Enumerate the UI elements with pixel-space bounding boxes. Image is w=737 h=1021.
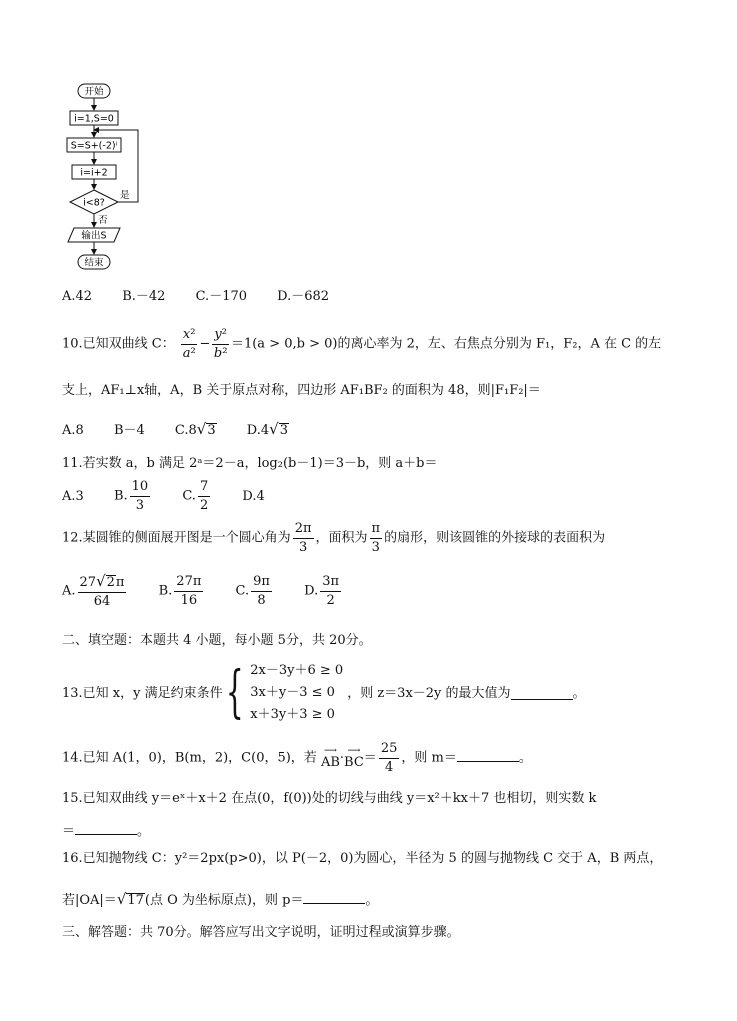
q12-angle-frac: $\frac{2\pi}{3}$	[294, 521, 312, 555]
flowchart	[60, 80, 150, 275]
q9-option-d: D.－682	[277, 289, 330, 304]
q10-option-c: C.8√3	[174, 420, 216, 438]
q16-line1: 16.已知抛物线 C：y²＝2px(p>0)，以 P(－2，0)为圆心，半径为 5 的圆与抛物线 C 交于 A，B 两点，	[62, 851, 663, 866]
q13-constraint-2: 3x＋y－3 ≤ 0	[250, 685, 335, 700]
q10-frac-x: $\frac{\text{x²}}{\text{a²}}$	[182, 327, 196, 361]
q12-option-a: A. $\frac{27√2\pi}{64}$	[62, 572, 125, 609]
flowchart-output-text: 输出S	[81, 230, 107, 242]
q10-option-d: D.4√3	[246, 420, 288, 438]
flowchart-start-text: 开始	[84, 86, 104, 98]
q16-line2: 若|OA|＝√17(点 O 为坐标原点)，则 p＝ 。	[62, 890, 379, 908]
flowchart-no-label: 否	[98, 215, 108, 226]
q10-line1: 10.已知双曲线 C： $\frac{\text{x²}}{\text{a²}}$ − $\frac{\text{y²}}{\text{b²}}$ ＝1(a > 0,b > 0)的离心率为 2，左、右焦点分别为 F₁，F₂，A 在 C 的左	[62, 327, 662, 361]
q13-text: 13.已知 x，y 满足约束条件 { 2x－3y＋6 ≥ 0 3x＋y－3 ≤ 0 x＋3y＋3 ≥ 0 ，则 z＝3x－2y 的最大值为 。	[62, 660, 586, 725]
q9-option-b: B.－42	[122, 289, 166, 304]
q15-line1: 15.已知双曲线 y＝eˣ＋x＋2 在点(0，f(0))处的切线与曲线 y＝x²＋kx＋7 也相切，则实数 k	[62, 791, 597, 806]
q11-option-d: D.4	[242, 488, 265, 504]
section3-heading: 三、解答题：共 70分。解答应写出文字说明，证明过程或演算步骤。	[62, 925, 460, 940]
q10-prefix: 10.已知双曲线 C：	[62, 336, 175, 352]
q14-vector-bc: BC	[344, 755, 364, 771]
q10-option-a: A.8	[62, 423, 84, 438]
q13-answer-blank	[511, 687, 573, 700]
q11-options	[62, 480, 291, 512]
q12-text: 12.某圆锥的侧面展开图是一个圆心角为 $\frac{2\pi}{3}$ ，面积为 $\frac{\pi}{3}$ 的扇形，则该圆锥的外接球的表面积为	[62, 521, 606, 555]
q10-frac-y: $\frac{\text{y²}}{\text{b²}}$	[213, 327, 228, 361]
q13-constraint-3: x＋3y＋3 ≥ 0	[250, 707, 335, 722]
section2-heading: 二、填空题：本题共 4 小题，每小题 5分，共 20分。	[62, 633, 372, 648]
q14-text: 14.已知 A(1，0)，B(m，2)，C(0，5)，若 ⟶ AB· ⟶ BC＝ $\frac{25}{4}$ ，则 m＝ 。	[62, 741, 532, 775]
q14-vector-ab: AB	[320, 755, 340, 771]
q15-answer-blank	[75, 822, 137, 835]
q10-options	[62, 422, 315, 437]
q13-constraint-1: 2x－3y＋6 ≥ 0	[250, 663, 344, 678]
q12-area-frac: $\frac{\pi}{3}$	[371, 521, 381, 555]
q15-line2: ＝ 。	[62, 824, 151, 839]
q11-option-a: A.3	[62, 488, 84, 504]
q16-answer-blank	[303, 891, 365, 904]
q12-option-c: C. $\frac{9\pi}{8}$	[235, 574, 270, 608]
flowchart-assign-text: S=S+(-2)ⁱ	[70, 140, 118, 152]
q11-option-b: B. $\frac{10}{3}$	[113, 479, 149, 513]
q12-option-d: D. $\frac{3\pi}{2}$	[304, 574, 340, 608]
q10-condition: (a > 0,b > 0)的离心率为 2，左、右焦点分别为 F₁，F₂，A 在 C 的左	[252, 336, 662, 352]
q12-options	[62, 574, 369, 608]
flowchart-end-text: 结束	[84, 257, 104, 269]
q9-option-c: C.－170	[195, 289, 248, 304]
q12-option-b: B. $\frac{27\pi}{16}$	[158, 574, 202, 608]
q9-option-a: A.42	[62, 289, 93, 304]
q11-text: 11.若实数 a，b 满足 2ᵃ＝2－a，log₂(b－1)＝3－b，则 a＋b＝	[62, 456, 438, 471]
flowchart-increment-text: i=i+2	[80, 167, 108, 179]
q10-line2: 支上，AF₁⊥x轴，A，B 关于原点对称，四边形 AF₁BF₂ 的面积为 48，则|F₁F₂|＝	[62, 383, 541, 398]
q10-option-b: B－4	[113, 423, 145, 438]
flowchart-condition-text: i<8?	[83, 197, 105, 209]
flowchart-init-text: i=1,S=0	[74, 113, 114, 125]
q9-options	[62, 290, 355, 303]
flowchart-yes-label: 是	[120, 190, 130, 201]
q11-option-c: C. $\frac{7}{2}$	[182, 479, 209, 513]
q14-answer-blank	[457, 749, 519, 762]
